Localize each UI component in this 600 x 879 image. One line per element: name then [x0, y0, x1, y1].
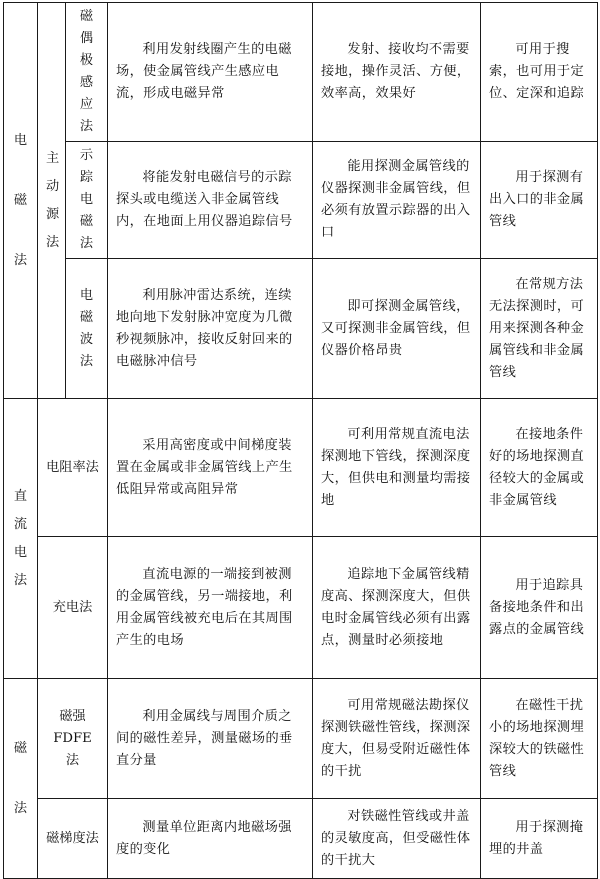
feature-cell: 可利用常规直流电法探测地下管线，探测深度大，但供电和测量均需接地 [313, 399, 481, 537]
subcategory-cell: 主 动 源 法 [38, 3, 66, 399]
table-row [4, 399, 598, 537]
principle-cell: 测量单位距离内地磁场强度的变化 [108, 799, 313, 879]
table-row [4, 259, 598, 399]
application-cell: 在接地条件好的场地探测直径较大的金属或非金属管线 [481, 399, 598, 537]
principle-cell: 采用高密度或中间梯度装置在金属或非金属管线上产生低阻异常或高阻异常 [108, 399, 313, 537]
table-row [4, 679, 598, 799]
feature-cell: 能用探测金属管线的仪器探测非金属管线，但必须有放置示踪器的出入口 [313, 142, 481, 259]
table-row [4, 3, 598, 142]
method-name-cell: 磁偶 极感 应法 [66, 3, 108, 142]
feature-cell: 即可探测金属管线，又可探测非金属管线，但仪器价格昂贵 [313, 259, 481, 399]
methods-table [3, 2, 598, 879]
feature-cell: 发射、接收均不需要接地，操作灵活、方便，效率高，效果好 [313, 3, 481, 142]
principle-cell: 利用脉冲雷达系统，连续地向地下发射脉冲宽度为几微秒视频脉冲，接收反射回来的电磁脉冲信号 [108, 259, 313, 399]
method-name-cell: 磁梯度法 [38, 799, 108, 879]
method-name-cell: 电磁 波法 [66, 259, 108, 399]
principle-cell: 直流电源的一端接到被测的金属管线，另一端接地，利用金属管线被充电后在其周围产生的电场 [108, 537, 313, 679]
table-row [4, 142, 598, 259]
application-cell: 在磁性干扰小的场地探测埋深较大的铁磁性管线 [481, 679, 598, 799]
table-row [4, 537, 598, 679]
method-name-cell: 磁强 FDFE 法 [38, 679, 108, 799]
application-cell: 用于探测有出入口的非金属管线 [481, 142, 598, 259]
category-cell: 电 磁 法 [4, 3, 38, 399]
method-name-cell: 电阻率法 [38, 399, 108, 537]
category-cell: 磁 法 [4, 679, 38, 879]
table-row [4, 799, 598, 879]
application-cell: 可用于搜索，也可用于定位、定深和追踪 [481, 3, 598, 142]
application-cell: 在常规方法无法探测时，可用来探测各种金属管线和非金属管线 [481, 259, 598, 399]
application-cell: 用于探测掩埋的井盖 [481, 799, 598, 879]
category-cell: 直 流 电 法 [4, 399, 38, 679]
principle-cell: 将能发射电磁信号的示踪探头或电缆送入非金属管线内，在地面上用仪器追踪信号 [108, 142, 313, 259]
method-name-cell: 示踪 电磁 法 [66, 142, 108, 259]
method-name-cell: 充电法 [38, 537, 108, 679]
principle-cell: 利用金属线与周围介质之间的磁性差异，测量磁场的垂直分量 [108, 679, 313, 799]
principle-cell: 利用发射线圈产生的电磁场，使金属管线产生感应电流，形成电磁异常 [108, 3, 313, 142]
feature-cell: 追踪地下金属管线精度高、探测深度大，但供电时金属管线必须有出露点，测量时必须接地 [313, 537, 481, 679]
feature-cell: 可用常规磁法勘探仪探测铁磁性管线，探测深度大，但易受附近磁性体的干扰 [313, 679, 481, 799]
application-cell: 用于追踪具备接地条件和出露点的金属管线 [481, 537, 598, 679]
feature-cell: 对铁磁性管线或井盖的灵敏度高，但受磁性体的干扰大 [313, 799, 481, 879]
